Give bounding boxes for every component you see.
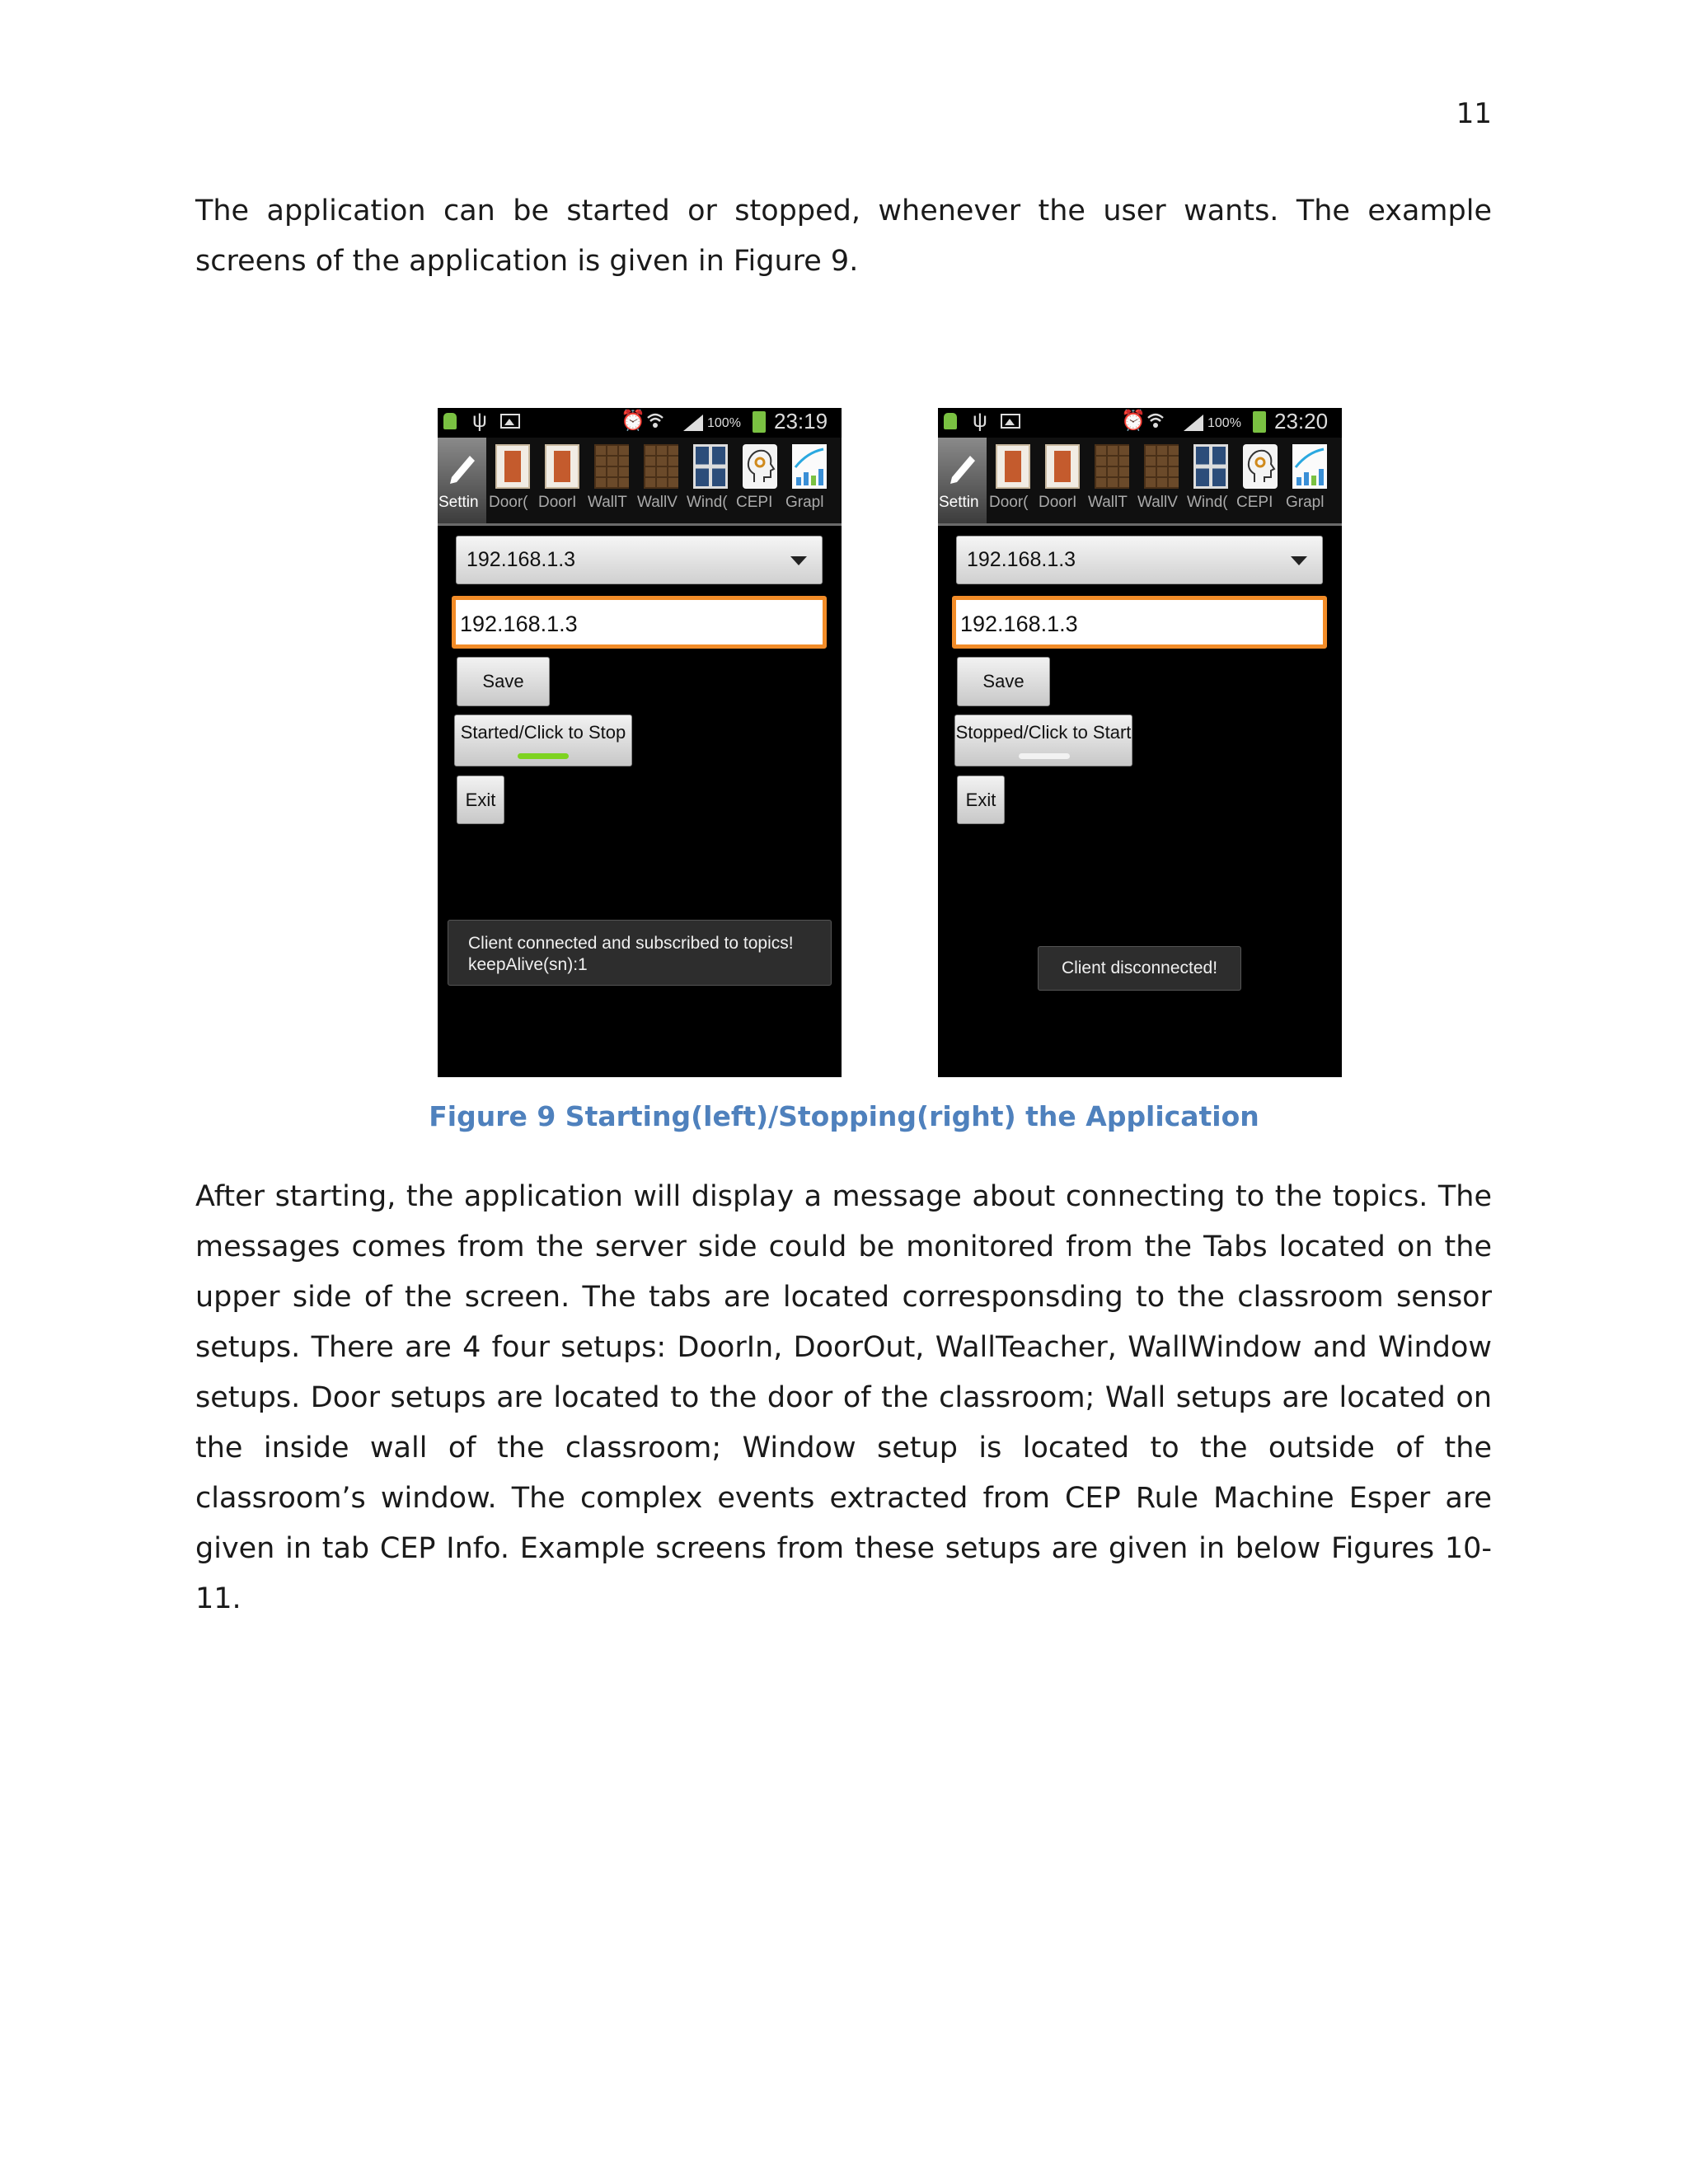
pencil-icon bbox=[445, 444, 480, 489]
broker-ip-dropdown[interactable] bbox=[956, 536, 1323, 584]
page-number: 11 bbox=[1456, 97, 1492, 130]
tab-label: Door( bbox=[989, 494, 1029, 511]
tab-label: Grapl bbox=[785, 494, 824, 511]
tab-label: Wind( bbox=[1187, 494, 1228, 511]
figure-caption: Figure 9 Starting(left)/Stopping(right) the Application bbox=[429, 1100, 1259, 1132]
tab-cep-info[interactable] bbox=[1236, 438, 1284, 523]
alarm-icon: ⏰ bbox=[621, 410, 645, 432]
door-icon bbox=[545, 444, 579, 489]
tab-settings[interactable] bbox=[438, 438, 486, 523]
tab-label: CEPI bbox=[1236, 494, 1273, 511]
android-icon bbox=[944, 413, 957, 429]
tab-label: WallV bbox=[1137, 494, 1178, 511]
brick-wall-icon bbox=[644, 444, 678, 489]
tab-label: WallT bbox=[588, 494, 627, 511]
signal-icon bbox=[682, 413, 705, 431]
tab-wall-teacher[interactable] bbox=[587, 438, 635, 523]
tab-window[interactable] bbox=[1186, 438, 1235, 523]
tab-label: WallV bbox=[637, 494, 678, 511]
tab-label: WallT bbox=[1088, 494, 1128, 511]
toggle-label: Stopped/Click to Start bbox=[955, 722, 1132, 743]
toast-line: keepAlive(sn):1 bbox=[468, 955, 588, 974]
save-button[interactable]: Save bbox=[957, 657, 1050, 706]
signal-icon bbox=[1182, 413, 1205, 431]
android-icon bbox=[443, 413, 457, 429]
body-paragraph: After starting, the application will display a message about connecting to the topics. The messages comes from the server side could be monitored from the Tabs located on the upper side of the screen. The tabs are located corresponsding to the classroom sensor setups. There are 4 four setups: DoorIn, DoorOut, WallTeacher, WallWindow and Window setups. Door setups are located to the door of the classroom; Wall setups are located on the inside wall of the classroom; Window setup is located to the outside of the classroom’s window. The complex events extracted from CEP Rule Machine Esper are given in tab CEP Info. Example screens from these setups are given in below Figures 10-11. bbox=[195, 1180, 1492, 1615]
broker-ip-dropdown[interactable] bbox=[456, 536, 823, 584]
save-button[interactable]: Save bbox=[457, 657, 550, 706]
dropdown-arrow-icon bbox=[1291, 556, 1307, 565]
clock: 23:19 bbox=[774, 409, 828, 434]
toggle-indicator bbox=[518, 753, 569, 759]
input-value: 192.168.1.3 bbox=[460, 612, 578, 636]
tab-label: DoorI bbox=[1039, 494, 1077, 511]
tab-label: Door( bbox=[489, 494, 528, 511]
tab-bar bbox=[938, 438, 1342, 523]
battery-icon bbox=[1253, 411, 1266, 433]
tab-label: CEPI bbox=[736, 494, 773, 511]
tab-door-in[interactable] bbox=[537, 438, 586, 523]
alarm-icon: ⏰ bbox=[1121, 410, 1146, 432]
tab-wall-window[interactable] bbox=[636, 438, 685, 523]
window-icon bbox=[693, 444, 728, 489]
usb-icon: ψ bbox=[472, 409, 487, 432]
tab-label: Settin bbox=[939, 494, 979, 511]
door-icon bbox=[495, 444, 530, 489]
input-value: 192.168.1.3 bbox=[960, 612, 1078, 636]
tab-label: DoorI bbox=[538, 494, 577, 511]
toast-message: Client disconnected! bbox=[1038, 946, 1241, 991]
dropdown-value: 192.168.1.3 bbox=[467, 548, 576, 571]
tab-door-in[interactable] bbox=[1038, 438, 1086, 523]
tab-label: Settin bbox=[438, 494, 479, 511]
tab-settings[interactable] bbox=[938, 438, 987, 523]
dropdown-value: 192.168.1.3 bbox=[967, 548, 1076, 571]
tab-bar bbox=[438, 438, 842, 523]
toast-line: Client connected and subscribed to topics! bbox=[468, 934, 794, 953]
wifi-icon bbox=[646, 411, 664, 429]
tab-divider bbox=[938, 523, 1342, 526]
tab-divider bbox=[438, 523, 842, 526]
tab-label: Wind( bbox=[687, 494, 728, 511]
image-icon bbox=[1001, 414, 1020, 429]
tab-door-out[interactable] bbox=[988, 438, 1037, 523]
wifi-icon bbox=[1146, 411, 1165, 429]
toggle-label: Started/Click to Stop bbox=[460, 722, 626, 743]
status-bar bbox=[938, 408, 1342, 436]
clock: 23:20 bbox=[1274, 409, 1329, 434]
tab-label: Grapl bbox=[1286, 494, 1325, 511]
start-stop-toggle-button[interactable] bbox=[454, 715, 632, 766]
battery-percent: 100% bbox=[1207, 416, 1241, 430]
dropdown-arrow-icon bbox=[790, 556, 807, 565]
graph-icon bbox=[1292, 444, 1327, 489]
tab-graph[interactable] bbox=[1285, 438, 1334, 523]
intro-paragraph: The application can be started or stopped, whenever the user wants. The example screens of the application is given in Figure 9. bbox=[195, 194, 1492, 278]
tab-graph[interactable] bbox=[785, 438, 833, 523]
status-bar bbox=[438, 408, 842, 436]
start-stop-toggle-button[interactable] bbox=[954, 715, 1132, 766]
toast-message bbox=[448, 920, 832, 986]
screenshot-started bbox=[438, 408, 842, 1077]
tab-window[interactable] bbox=[686, 438, 734, 523]
exit-button[interactable]: Exit bbox=[957, 776, 1005, 824]
graph-icon bbox=[792, 444, 827, 489]
image-icon bbox=[500, 414, 520, 429]
brick-wall-icon bbox=[1095, 444, 1129, 489]
window-icon bbox=[1193, 444, 1228, 489]
ip-address-input[interactable] bbox=[952, 596, 1327, 649]
battery-icon bbox=[753, 411, 766, 433]
pencil-icon bbox=[945, 444, 980, 489]
ip-address-input[interactable] bbox=[452, 596, 827, 649]
door-icon bbox=[1045, 444, 1080, 489]
cep-gear-head-icon bbox=[743, 444, 777, 489]
door-icon bbox=[996, 444, 1030, 489]
tab-wall-teacher[interactable] bbox=[1087, 438, 1136, 523]
exit-button[interactable]: Exit bbox=[457, 776, 504, 824]
usb-icon: ψ bbox=[973, 409, 987, 432]
cep-gear-head-icon bbox=[1243, 444, 1278, 489]
toggle-indicator bbox=[1019, 753, 1070, 759]
screenshot-stopped bbox=[938, 408, 1342, 1077]
battery-percent: 100% bbox=[707, 416, 741, 430]
tab-wall-window[interactable] bbox=[1137, 438, 1185, 523]
brick-wall-icon bbox=[594, 444, 629, 489]
tab-cep-info[interactable] bbox=[735, 438, 784, 523]
brick-wall-icon bbox=[1144, 444, 1179, 489]
tab-door-out[interactable] bbox=[488, 438, 537, 523]
